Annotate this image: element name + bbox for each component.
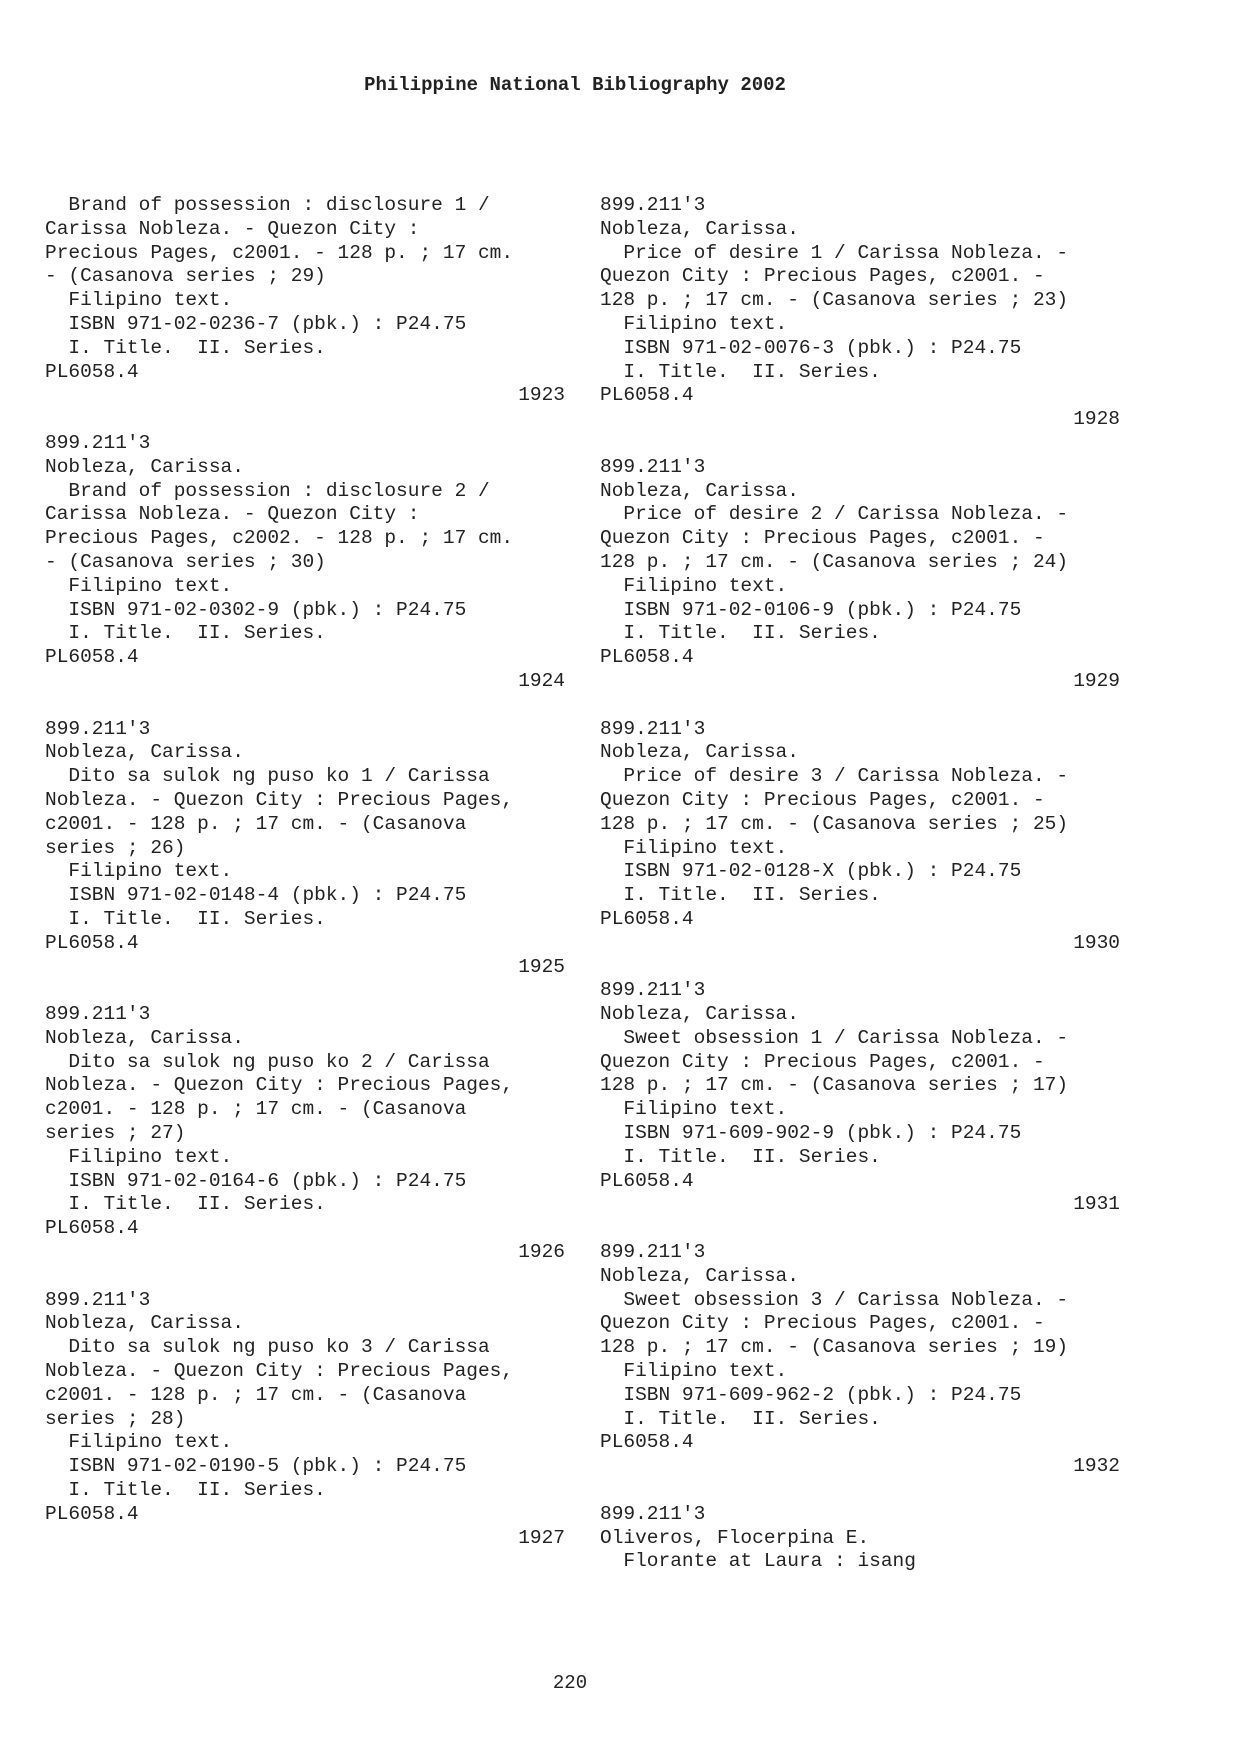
entry-line: c2001. - 128 p. ; 17 cm. - (Casanova (45, 1098, 467, 1121)
entry-line: PL6058.4 (45, 1217, 139, 1240)
entry-line: series ; 26) (45, 836, 186, 859)
entry-number: 1929 (1073, 669, 1120, 692)
entry-line: I. Title. II. Series. (600, 1145, 881, 1168)
page-number: 220 (552, 1672, 588, 1694)
entry-line: Florante at Laura : isang (600, 1550, 916, 1573)
entry-line: 899.211'3 (45, 717, 151, 740)
entry-line: Dito sa sulok ng puso ko 2 / Carissa (45, 1050, 490, 1073)
entry-line: c2001. - 128 p. ; 17 cm. - (Casanova (45, 1383, 467, 1406)
bibliography-entry (45, 1003, 565, 1265)
entry-line: Sweet obsession 3 / Carissa Nobleza. - (600, 1288, 1069, 1311)
entry-line: Oliveros, Flocerpina E. (600, 1526, 870, 1549)
entry-line: Filipino text. (600, 574, 788, 597)
entry-line: Price of desire 2 / Carissa Nobleza. - (600, 503, 1069, 526)
entry-line: I. Title. II. Series. (45, 1193, 326, 1216)
entry-line: Nobleza, Carissa. (600, 741, 799, 764)
entry-line: 128 p. ; 17 cm. - (Casanova series ; 25) (600, 812, 1069, 835)
entry-line: Carissa Nobleza. - Quezon City : (45, 503, 420, 526)
entry-line: Dito sa sulok ng puso ko 1 / Carissa (45, 765, 490, 788)
right-column (600, 194, 1120, 1598)
entry-line: series ; 27) (45, 1122, 186, 1145)
bibliography-entry (45, 432, 565, 694)
entry-line: Nobleza, Carissa. (600, 1003, 799, 1026)
entry-line: PL6058.4 (600, 384, 694, 407)
entry-line: ISBN 971-02-0148-4 (pbk.) : P24.75 (45, 884, 467, 907)
entry-line: Filipino text. (600, 836, 788, 859)
entry-line: Quezon City : Precious Pages, c2001. - (600, 788, 1045, 811)
entry-line: Filipino text. (45, 574, 233, 597)
entry-line: Quezon City : Precious Pages, c2001. - (600, 1050, 1045, 1073)
entry-line: Dito sa sulok ng puso ko 3 / Carissa (45, 1336, 490, 1359)
entry-line: - (Casanova series ; 29) (45, 265, 326, 288)
entry-line: Filipino text. (600, 312, 788, 335)
entry-line: Sweet obsession 1 / Carissa Nobleza. - (600, 1026, 1069, 1049)
entry-line: Nobleza, Carissa. (45, 741, 244, 764)
entry-line: ISBN 971-02-0128-X (pbk.) : P24.75 (600, 860, 1022, 883)
entry-line: Brand of possession : disclosure 1 / (45, 194, 490, 216)
entry-line: Filipino text. (45, 1431, 233, 1454)
entry-line: Price of desire 3 / Carissa Nobleza. - (600, 765, 1069, 788)
entry-line: Nobleza, Carissa. (600, 1264, 799, 1287)
entry-line: Quezon City : Precious Pages, c2001. - (600, 265, 1045, 288)
entry-line: 899.211'3 (45, 431, 151, 454)
entry-line: ISBN 971-609-962-2 (pbk.) : P24.75 (600, 1383, 1022, 1406)
entry-line: PL6058.4 (600, 1169, 694, 1192)
entry-line: - (Casanova series ; 30) (45, 550, 326, 573)
entry-line: 899.211'3 (600, 455, 706, 478)
entry-line: Nobleza, Carissa. (45, 1312, 244, 1335)
entry-line: Filipino text. (45, 289, 233, 312)
entry-line: Carissa Nobleza. - Quezon City : (45, 217, 420, 240)
page-title: Philippine National Bibliography 2002 (364, 74, 786, 96)
entry-line: Filipino text. (600, 1360, 788, 1383)
entry-line: I. Title. II. Series. (45, 336, 326, 359)
entry-line: 899.211'3 (600, 1241, 706, 1264)
entry-line: Filipino text. (45, 860, 233, 883)
entry-line: PL6058.4 (45, 1502, 139, 1525)
entry-line: Nobleza, Carissa. (600, 217, 799, 240)
bibliography-entry (45, 1289, 565, 1551)
entry-line: 899.211'3 (600, 194, 706, 216)
bibliography-entry (600, 1241, 1120, 1479)
entry-number: 1925 (518, 955, 565, 978)
bibliography-entry (600, 718, 1120, 956)
entry-line: 899.211'3 (45, 1003, 151, 1026)
entry-line: 128 p. ; 17 cm. - (Casanova series ; 23) (600, 289, 1069, 312)
entry-line: Nobleza. - Quezon City : Precious Pages, (45, 1360, 514, 1383)
entry-line: 128 p. ; 17 cm. - (Casanova series ; 17) (600, 1074, 1069, 1097)
entry-line: ISBN 971-02-0302-9 (pbk.) : P24.75 (45, 598, 467, 621)
entry-line: Filipino text. (600, 1098, 788, 1121)
entry-number: 1927 (518, 1526, 565, 1549)
entry-line: ISBN 971-02-0076-3 (pbk.) : P24.75 (600, 336, 1022, 359)
bibliography-entry (600, 194, 1120, 432)
entry-number: 1932 (1073, 1455, 1120, 1478)
entry-line: ISBN 971-02-0190-5 (pbk.) : P24.75 (45, 1455, 467, 1478)
entry-line: Nobleza, Carissa. (45, 455, 244, 478)
entry-line: PL6058.4 (600, 1431, 694, 1454)
entry-line: I. Title. II. Series. (600, 622, 881, 645)
entry-line: Filipino text. (45, 1145, 233, 1168)
entry-line: Precious Pages, c2001. - 128 p. ; 17 cm. (45, 241, 514, 264)
entry-number: 1924 (518, 669, 565, 692)
entry-number: 1930 (1073, 931, 1120, 954)
entry-line: Precious Pages, c2002. - 128 p. ; 17 cm. (45, 527, 514, 550)
entry-line: I. Title. II. Series. (45, 907, 326, 930)
bibliography-entry (45, 718, 565, 980)
entry-line: I. Title. II. Series. (600, 360, 881, 383)
entry-line: I. Title. II. Series. (45, 1479, 326, 1502)
entry-line: PL6058.4 (600, 646, 694, 669)
entry-line: c2001. - 128 p. ; 17 cm. - (Casanova (45, 812, 467, 835)
entry-line: series ; 28) (45, 1407, 186, 1430)
entry-line: 899.211'3 (45, 1288, 151, 1311)
entry-line: I. Title. II. Series. (600, 884, 881, 907)
entry-line: ISBN 971-02-0164-6 (pbk.) : P24.75 (45, 1169, 467, 1192)
entry-line: Nobleza. - Quezon City : Precious Pages, (45, 788, 514, 811)
entry-line: Nobleza, Carissa. (45, 1026, 244, 1049)
entry-line: 899.211'3 (600, 717, 706, 740)
entry-line: 899.211'3 (600, 979, 706, 1002)
entry-line: Quezon City : Precious Pages, c2001. - (600, 527, 1045, 550)
entry-line: I. Title. II. Series. (600, 1407, 881, 1430)
entry-line: 128 p. ; 17 cm. - (Casanova series ; 24) (600, 550, 1069, 573)
entry-line: PL6058.4 (45, 360, 139, 383)
entry-line: ISBN 971-609-902-9 (pbk.) : P24.75 (600, 1122, 1022, 1145)
entry-line: PL6058.4 (45, 931, 139, 954)
left-column (45, 194, 565, 1574)
entry-line: I. Title. II. Series. (45, 622, 326, 645)
bibliography-entry (600, 979, 1120, 1217)
entry-number: 1926 (518, 1241, 565, 1264)
entry-line: Nobleza. - Quezon City : Precious Pages, (45, 1074, 514, 1097)
entry-line: Price of desire 1 / Carissa Nobleza. - (600, 241, 1069, 264)
bibliography-entry (600, 1503, 1120, 1574)
entry-line: ISBN 971-02-0106-9 (pbk.) : P24.75 (600, 598, 1022, 621)
entry-line: Quezon City : Precious Pages, c2001. - (600, 1312, 1045, 1335)
entry-line: 899.211'3 (600, 1502, 706, 1525)
entry-line: 128 p. ; 17 cm. - (Casanova series ; 19) (600, 1336, 1069, 1359)
entry-line: ISBN 971-02-0236-7 (pbk.) : P24.75 (45, 312, 467, 335)
entry-number: 1923 (518, 384, 565, 407)
bibliography-entry (600, 456, 1120, 694)
bibliography-entry (45, 194, 565, 408)
entry-line: PL6058.4 (45, 646, 139, 669)
entry-line: Brand of possession : disclosure 2 / (45, 479, 490, 502)
entry-line: Nobleza, Carissa. (600, 479, 799, 502)
entry-number: 1928 (1073, 408, 1120, 431)
entry-number: 1931 (1073, 1193, 1120, 1216)
entry-line: PL6058.4 (600, 907, 694, 930)
